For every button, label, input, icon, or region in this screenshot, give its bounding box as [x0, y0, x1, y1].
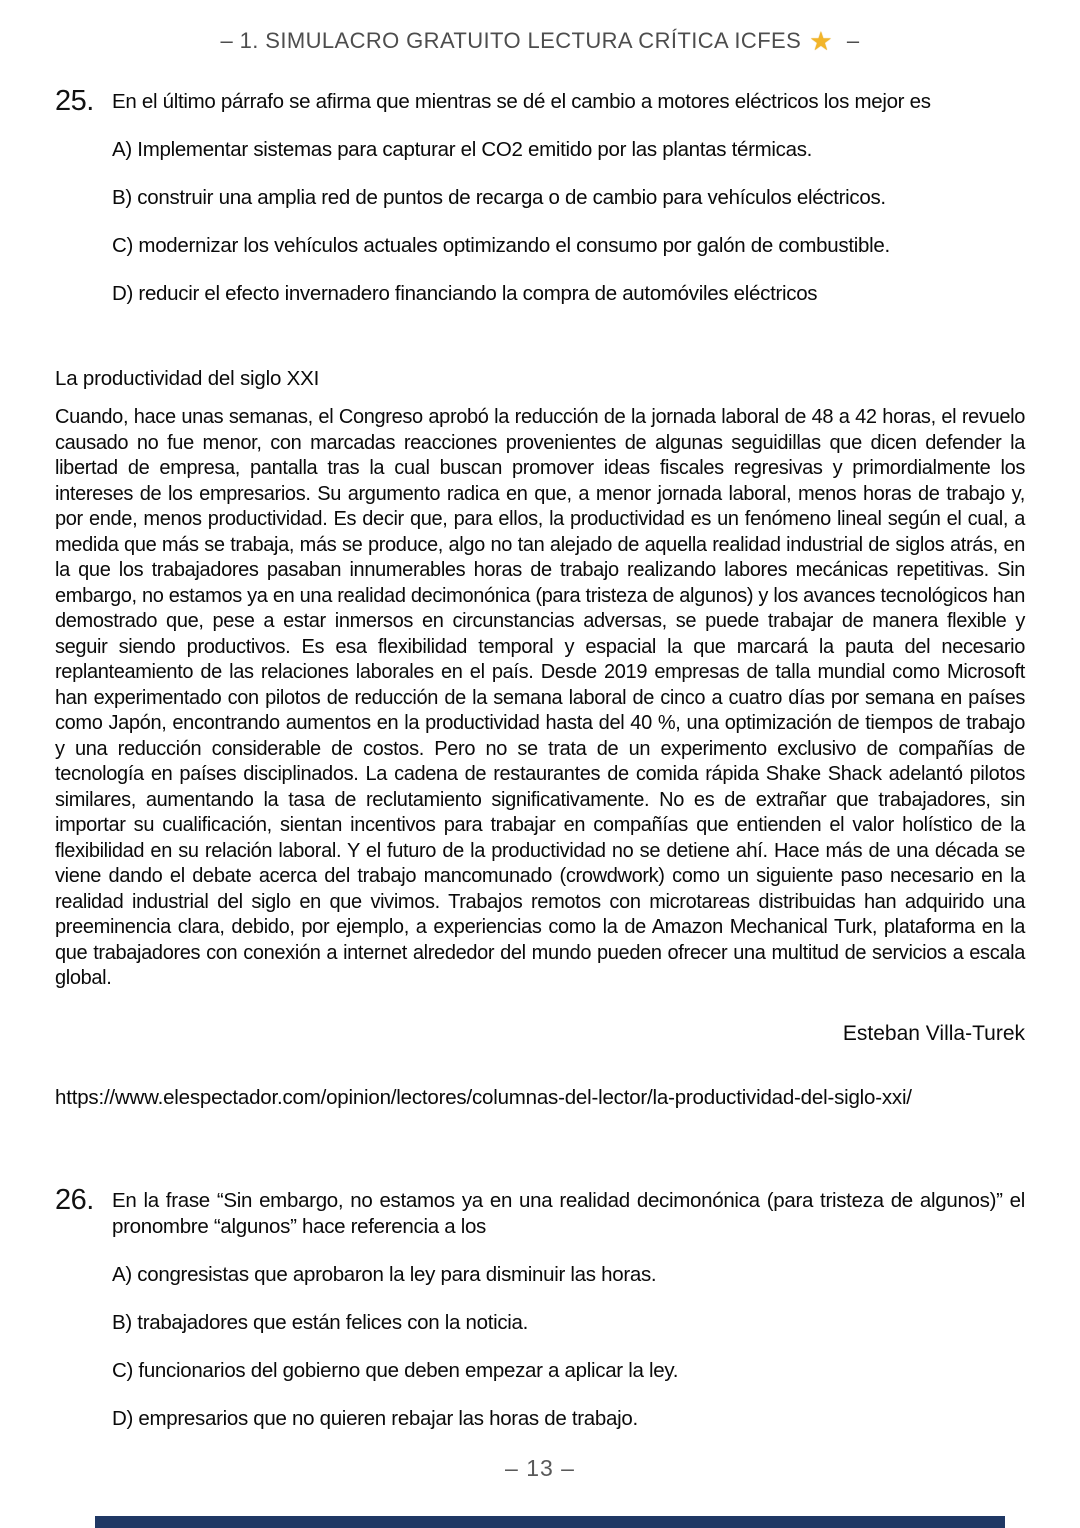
next-page-edge-bar: [95, 1516, 1005, 1528]
question-26-option-c: C) funcionarios del gobierno que deben empezar a aplicar la ley.: [112, 1358, 679, 1382]
question-26-options: [55, 1262, 1025, 1432]
passage-title: La productividad del siglo XXI: [55, 367, 320, 390]
page-number: – 13 –: [505, 1455, 575, 1481]
question-26-option-d: D) empresarios que no quieren rebajar las horas de trabajo.: [112, 1406, 638, 1430]
question-25-option-d: D) reducir el efecto invernadero financiando la compra de automóviles eléctricos: [112, 282, 818, 305]
passage-author: Esteban Villa-Turek: [842, 1021, 1025, 1045]
question-25-option-a: A) Implementar sistemas para capturar el CO2 emitido por las plantas térmicas.: [112, 138, 813, 161]
question-25-text: En el último párrafo se afirma que mientras se dé el cambio a motores eléctricos los mejor es: [112, 90, 931, 113]
question-25-option-c: C) modernizar los vehículos actuales optimizando el consumo por galón de combustible.: [112, 234, 890, 257]
source-url: https://www.elespectador.com/opinion/lectores/columnas-del-lector/la-productividad-del-siglo-xxi/: [55, 1085, 912, 1109]
reading-passage: [55, 367, 1025, 1110]
page-header: [55, 0, 1025, 57]
star-icon: ★: [809, 26, 833, 56]
question-25: [55, 85, 1025, 117]
question-26-option-a: A) congresistas que aprobaron la ley para disminuir las horas.: [112, 1262, 657, 1286]
question-26-text: En la frase “Sin embargo, no estamos ya en una realidad decimonónica (para tristeza de algunos)” el pronombre “algunos” hace referencia a los: [112, 1188, 1025, 1238]
passage-body: Cuando, hace unas semanas, el Congreso aprobó la reducción de la jornada laboral de 48 a 42 horas, el revuelo causado no fue menor, con marcadas reacciones provenientes de algunas seguidillas que dicen defender la libertad de empresa, pantalla tras la cual buscan promover ideas fiscales regresivas y primordialmente los intereses de los empresarios. Su argumento radica en que, a menor jornada laboral, menos horas de trabajo y, por ende, menos productividad. Es decir que, para ellos, la productividad es un fenómeno lineal según el cual, a medida que más se trabaja, más se produce, algo no tan alejado de aquella realidad industrial de siglos atrás, en la que los trabajadores pasaban innumerables horas de trabajo realizando labores mecánicas repetitivas. Sin embargo, no estamos ya en una realidad decimonónica (para tristeza de algunos) y los avances tecnológicos han demostrado que, pese a estar inmersos en circunstancias adversas, se puede trabajar de manera flexible y seguir siendo productivos. Es esa flexibilidad temporal y espacial la que marcará la pauta del necesario replanteamiento de las relaciones laborales en el país. Desde 2019 empresas de talla mundial como Microsoft han experimentado con pilotos de reducción de la semana laboral de cinco a cuatro días por semana en países como Japón, encontrando aumentos en la productividad hasta del 40 %, una optimización de tiempos de trabajo y una reducción considerable de costos. Pero no se trata de un experimento exclusivo de compañías de tecnología en países disciplinados. La cadena de restaurantes de comida rápida Shake Shack adelantó pilotos similares, aumentando la tasa de reclutamiento significativamente. No es de extrañar que trabajadores, sin importar su cualificación, sientan incentivos para trabajar en compañías que entienden el valor holístico de la flexibilidad en su relación laboral. Y el futuro de la productividad no se detiene ahí. Hace más de una década se viene dando el debate acerca del trabajo mancomunado (crowdwork) como un siguiente paso necesario en la realidad industrial del siglo en que vivimos. Trabajos remotos con microtareas distribuidas han adquirido una preeminencia clara, debido, por ejemplo, a experiencias como la de Amazon Mechanical Turk, plataforma en la que trabajadores con conexión a internet alrededor del mundo pueden ofrecer una multitud de servicios a escala global.: [55, 406, 1025, 989]
question-26-number: 26.: [55, 1183, 94, 1216]
question-25-options: [55, 137, 1025, 307]
question-26-option-b: B) trabajadores que están felices con la noticia.: [112, 1310, 529, 1334]
header-title: – 1. SIMULACRO GRATUITO LECTURA CRÍTICA ICFES: [220, 28, 802, 53]
question-25-number: 25.: [55, 85, 94, 117]
question-25-option-b: B) construir una amplia red de puntos de recarga o de cambio para vehículos eléctricos.: [112, 186, 886, 209]
question-26: [55, 1183, 1025, 1240]
header-trailing-dash: –: [846, 28, 860, 53]
